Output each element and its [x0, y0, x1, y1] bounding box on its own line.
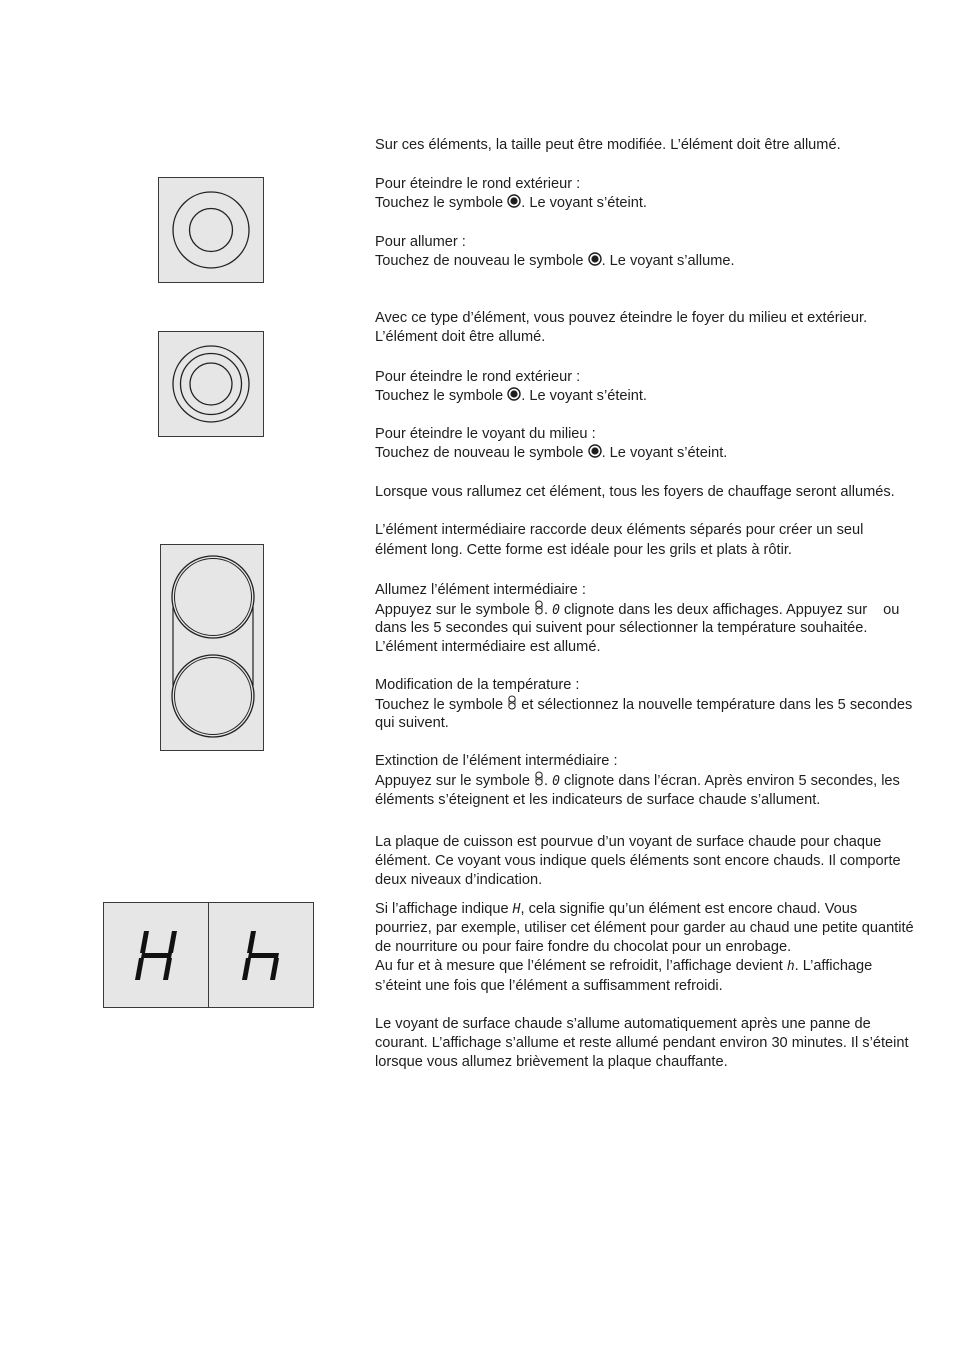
section3-intro-line2: élément long. Cette forme est idéale pour les grils et plats à rôtir.	[375, 542, 792, 558]
bridge-symbol-icon	[534, 771, 544, 786]
segment-H-glyph	[132, 929, 182, 983]
section3-on-line3: L’élément intermédiaire est allumé.	[375, 639, 601, 655]
inline-h-glyph: h	[786, 959, 795, 974]
section3-temp-label: Modification de la température :	[375, 677, 580, 693]
section4-power-line2: courant. L’affichage s’allume et reste allumé pendant environ 30 minutes. Il s’éteint	[375, 1035, 909, 1051]
triple-ring-element-illustration	[158, 331, 264, 437]
segment-h-glyph	[239, 929, 289, 983]
section3-off-line1: Appuyez sur le symbole . 0 clignote dans l’écran. Après environ 5 secondes, les	[375, 773, 900, 789]
section1-off-label: Pour éteindre le rond extérieur :	[375, 176, 581, 192]
section2-off-middle-label: Pour éteindre le voyant du milieu :	[375, 426, 596, 442]
section1-on-label: Pour allumer :	[375, 234, 466, 250]
section2-off-middle-action: Touchez de nouveau le symbole . Le voyant s’éteint.	[375, 445, 728, 461]
ring-toggle-icon	[588, 252, 602, 266]
section3-temp-line2: qui suivent.	[375, 715, 449, 731]
section3-temp-line1: Touchez le symbole et sélectionnez la nouvelle température dans les 5 secondes	[375, 697, 913, 713]
residual-heat-display-illustration	[103, 902, 314, 1008]
section3-off-line2: éléments s’éteignent et les indicateurs de surface chaude s’allument.	[375, 792, 821, 808]
ring-toggle-icon	[507, 387, 521, 401]
section4-power-line3: lorsque vous allumez brièvement la plaque chauffante.	[375, 1054, 728, 1070]
section1-intro: Sur ces éléments, la taille peut être modifiée. L’élément doit être allumé.	[375, 137, 841, 153]
section1-on-action: Touchez de nouveau le symbole . Le voyant s’allume.	[375, 253, 735, 269]
section2-intro-line1: Avec ce type d’élément, vous pouvez éteindre le foyer du milieu et extérieur.	[375, 310, 868, 326]
dual-ring-element-illustration	[158, 177, 264, 283]
section4-intro-line2: élément. Ce voyant vous indique quels éléments sont encore chauds. Il comporte	[375, 853, 901, 869]
section3-on-line1: Appuyez sur le symbole . 0 clignote dans les deux affichages. Appuyez sur ou	[375, 602, 900, 618]
section4-h-line1: Si l’affichage indique H, cela signifie qu’un élément est encore chaud. Vous	[375, 901, 858, 917]
section4-h-line5: s’éteint une fois que l’élément a suffisamment refroidi.	[375, 978, 723, 994]
section4-h-line2: pourriez, par exemple, utiliser cet élément pour garder au chaud une petite quantité	[375, 920, 914, 936]
section4-h-line3: de nourriture ou pour faire fondre du chocolat pour un enrobage.	[375, 939, 792, 955]
display-divider	[208, 903, 209, 1007]
section4-intro-line3: deux niveaux d’indication.	[375, 872, 543, 888]
section2-relight-note: Lorsque vous rallumez cet élément, tous les foyers de chauffage seront allumés.	[375, 484, 895, 500]
bridge-symbol-icon	[534, 600, 544, 615]
ring-toggle-icon	[507, 194, 521, 208]
section4-h-line4: Au fur et à mesure que l’élément se refroidit, l’affichage devient h. L’affichage	[375, 958, 873, 974]
inline-H-glyph: H	[512, 902, 521, 917]
section2-off-outer-action: Touchez le symbole . Le voyant s’éteint.	[375, 388, 647, 404]
section3-on-line2: dans les 5 secondes qui suivent pour sélectionner la température souhaitée.	[375, 620, 868, 636]
section3-intro-line1: L’élément intermédiaire raccorde deux éléments séparés pour créer un seul	[375, 522, 864, 538]
ring-toggle-icon	[588, 444, 602, 458]
bridge-element-illustration	[160, 544, 264, 751]
section4-power-line1: Le voyant de surface chaude s’allume automatiquement après une panne de	[375, 1016, 871, 1032]
section2-off-outer-label: Pour éteindre le rond extérieur :	[375, 369, 581, 385]
section2-intro-line2: L’élément doit être allumé.	[375, 329, 546, 345]
bridge-symbol-icon	[507, 695, 517, 710]
section3-on-label: Allumez l’élément intermédiaire :	[375, 582, 586, 598]
section1-off-action: Touchez le symbole . Le voyant s’éteint.	[375, 195, 647, 211]
section3-off-label: Extinction de l’élément intermédiaire :	[375, 753, 618, 769]
section4-intro-line1: La plaque de cuisson est pourvue d’un voyant de surface chaude pour chaque	[375, 834, 882, 850]
